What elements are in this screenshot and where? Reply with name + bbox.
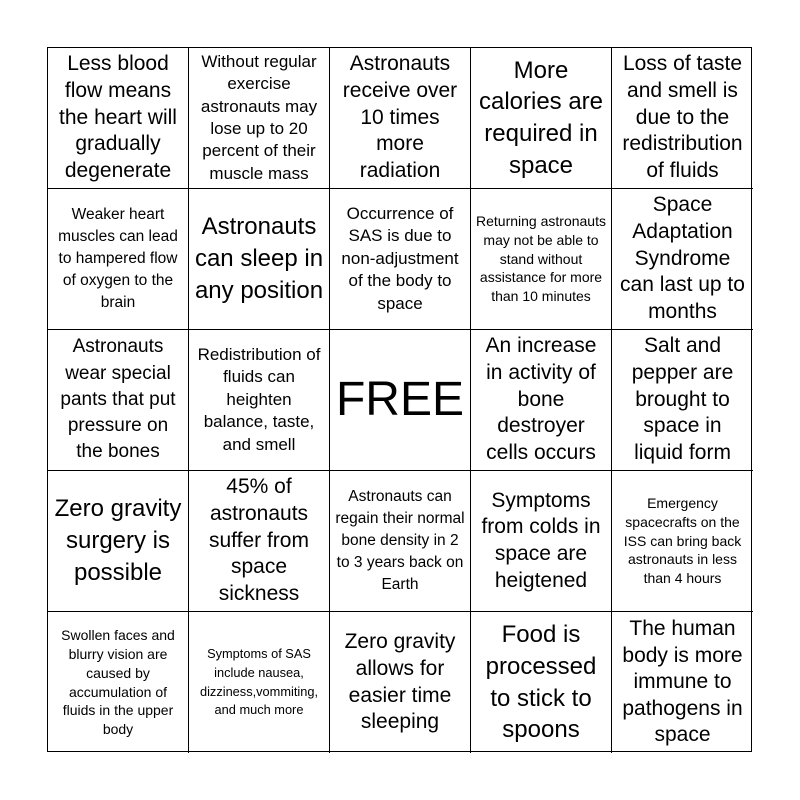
bingo-cell-r5-c1[interactable]: Swollen faces and blurry vision are caused by accumulation of fluids in the upper body (48, 612, 189, 753)
bingo-cell-r2-c4[interactable]: Returning astronauts may not be able to stand without assistance for more than 10 minutes (471, 189, 612, 330)
bingo-cell-r3-c2[interactable]: Redistribution of fluids can heighten balance, taste, and smell (189, 330, 330, 471)
bingo-cell-r3-c5[interactable]: Salt and pepper are brought to space in liquid form (612, 330, 753, 471)
bingo-cell-free[interactable]: FREE (330, 330, 471, 471)
bingo-cell-r4-c2[interactable]: 45% of astronauts suffer from space sickness (189, 471, 330, 612)
bingo-cell-r1-c2[interactable]: Without regular exercise astronauts may lose up to 20 percent of their muscle mass (189, 48, 330, 189)
bingo-cell-r4-c5[interactable]: Emergency spacecrafts on the ISS can bring back astronauts in less than 4 hours (612, 471, 753, 612)
bingo-cell-r3-c1[interactable]: Astronauts wear special pants that put pressure on the bones (48, 330, 189, 471)
bingo-cell-r1-c3[interactable]: Astronauts receive over 10 times more radiation (330, 48, 471, 189)
bingo-cell-r5-c4[interactable]: Food is processed to stick to spoons (471, 612, 612, 753)
bingo-cell-r2-c2[interactable]: Astronauts can sleep in any position (189, 189, 330, 330)
bingo-cell-r4-c1[interactable]: Zero gravity surgery is possible (48, 471, 189, 612)
bingo-cell-r1-c1[interactable]: Less blood flow means the heart will gradually degenerate (48, 48, 189, 189)
bingo-cell-r1-c5[interactable]: Loss of taste and smell is due to the redistribution of fluids (612, 48, 753, 189)
bingo-cell-r4-c4[interactable]: Symptoms from colds in space are heigtened (471, 471, 612, 612)
bingo-cell-r2-c1[interactable]: Weaker heart muscles can lead to hampered flow of oxygen to the brain (48, 189, 189, 330)
bingo-cell-r5-c3[interactable]: Zero gravity allows for easier time sleeping (330, 612, 471, 753)
bingo-board (47, 47, 752, 752)
bingo-cell-r2-c5[interactable]: Space Adaptation Syndrome can last up to months (612, 189, 753, 330)
bingo-cell-r2-c3[interactable]: Occurrence of SAS is due to non-adjustment of the body to space (330, 189, 471, 330)
bingo-cell-r5-c2[interactable]: Symptoms of SAS include nausea, dizziness,vommiting, and much more (189, 612, 330, 753)
bingo-cell-r3-c4[interactable]: An increase in activity of bone destroyer cells occurs (471, 330, 612, 471)
bingo-cell-r4-c3[interactable]: Astronauts can regain their normal bone density in 2 to 3 years back on Earth (330, 471, 471, 612)
bingo-cell-r1-c4[interactable]: More calories are required in space (471, 48, 612, 189)
bingo-cell-r5-c5[interactable]: The human body is more immune to pathogens in space (622, 616, 743, 747)
